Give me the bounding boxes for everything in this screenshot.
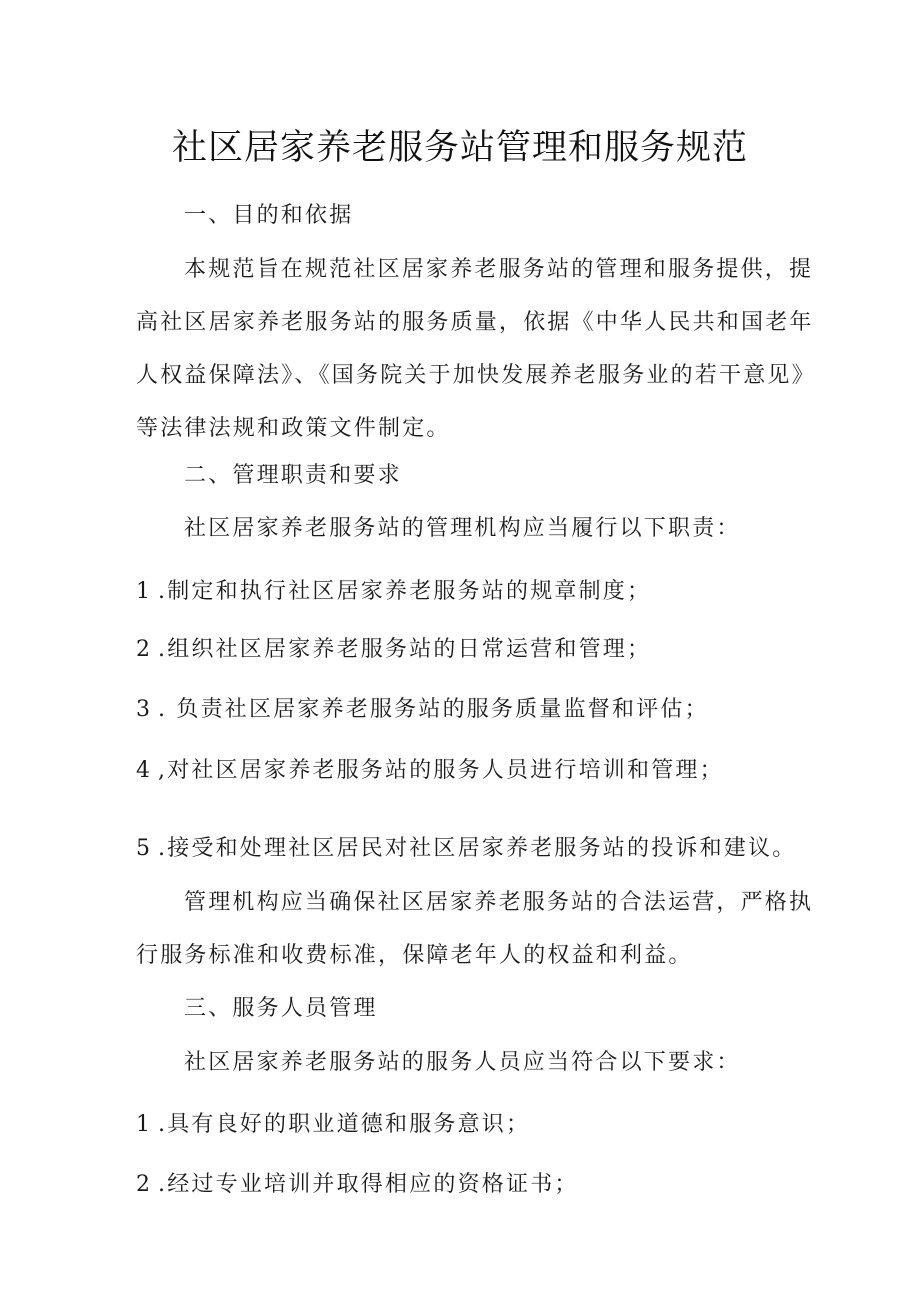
paragraph-line: 管理机构应当确保社区居家养老服务站的合法运营，严格执 [184, 890, 814, 915]
section-heading-management: 二、管理职责和要求 [184, 463, 402, 488]
paragraph-line: 行服务标准和收费标准，保障老年人的权益和利益。 [136, 943, 693, 968]
list-item-number: 2 [136, 637, 153, 662]
list-item-text: ,对社区居家养老服务站的服务人员进行培训和管理； [158, 758, 724, 783]
list-item-text: .组织社区居家养老服务站的日常运营和管理； [158, 637, 652, 662]
paragraph-line: 等法律法规和政策文件制定。 [136, 416, 451, 441]
list-item [136, 1110, 530, 1140]
section-intro-management: 社区居家养老服务站的管理机构应当履行以下职责： [184, 516, 741, 541]
list-item-number: 4 [136, 758, 153, 783]
list-item [136, 756, 724, 786]
list-item-text: .具有良好的职业道德和服务意识； [158, 1112, 531, 1137]
list-item-number: 3 [136, 697, 153, 722]
list-item [136, 577, 651, 607]
list-item [136, 695, 709, 725]
list-item-text: .经过专业培训并取得相应的资格证书； [158, 1172, 579, 1197]
paragraph-line: 人权益保障法》、《国务院关于加快发展养老服务业的若干意见》 [136, 363, 816, 388]
list-item-text: .接受和处理社区居民对社区居家养老服务站的投诉和建议。 [158, 836, 797, 861]
list-item [136, 1170, 579, 1200]
paragraph-purpose [136, 243, 826, 455]
list-item-text: .制定和执行社区居家养老服务站的规章制度； [158, 579, 652, 604]
section-heading-purpose: 一、目的和依据 [184, 203, 354, 228]
list-item-number: 1 [136, 1112, 153, 1137]
section-intro-staff: 社区居家养老服务站的服务人员应当符合以下要求： [184, 1050, 741, 1075]
list-item [136, 635, 651, 665]
list-item-number: 5 [136, 836, 153, 861]
list-item-number: 1 [136, 579, 153, 604]
section-heading-staff: 三、服务人员管理 [184, 996, 378, 1021]
list-item-text: . 负责社区居家养老服务站的服务质量监督和评估； [158, 697, 709, 722]
paragraph-management-closing [136, 876, 826, 982]
list-item [136, 834, 796, 864]
paragraph-line: 本规范旨在规范社区居家养老服务站的管理和服务提供，提 [184, 257, 814, 282]
paragraph-line: 高社区居家养老服务站的服务质量，依据《中华人民共和国老年 [136, 310, 814, 335]
document-title: 社区居家养老服务站管理和服务规范 [171, 128, 748, 168]
list-item-number: 2 [136, 1172, 153, 1197]
